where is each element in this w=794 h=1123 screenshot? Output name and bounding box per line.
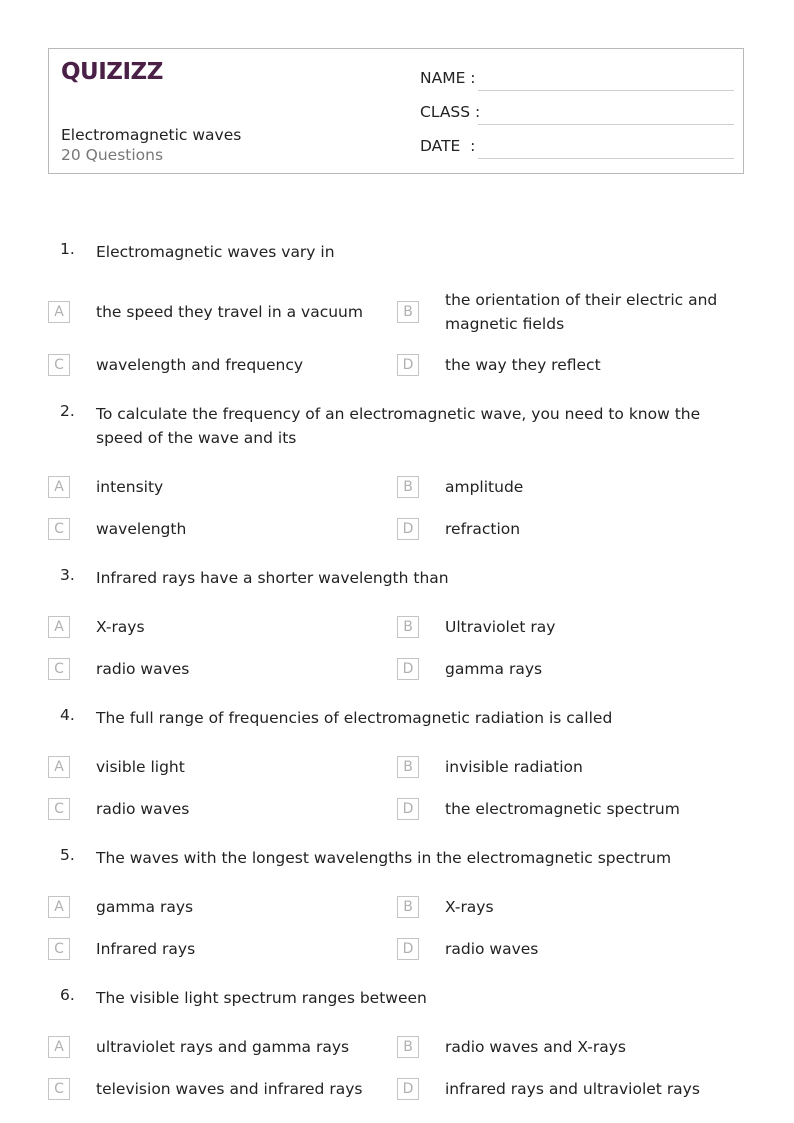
question-text: The full range of frequencies of electromagnetic radiation is called bbox=[96, 709, 613, 727]
option-text-b: Ultraviolet ray bbox=[445, 618, 556, 636]
option-text-d: gamma rays bbox=[445, 660, 543, 678]
option-box-c[interactable]: C bbox=[48, 354, 70, 376]
question-number: 1. bbox=[60, 240, 75, 258]
option-box-d[interactable]: D bbox=[397, 798, 419, 820]
question-number: 3. bbox=[60, 566, 75, 584]
option-box-b[interactable]: B bbox=[397, 476, 419, 498]
option-text-a: X-rays bbox=[96, 618, 145, 636]
option-box-c[interactable]: C bbox=[48, 798, 70, 820]
worksheet-title: Electromagnetic waves bbox=[61, 126, 242, 144]
option-text-c: radio waves bbox=[96, 660, 190, 678]
option-text-a: intensity bbox=[96, 478, 164, 496]
question-number: 6. bbox=[60, 986, 75, 1004]
option-text-a: visible light bbox=[96, 758, 185, 776]
option-box-c[interactable]: C bbox=[48, 658, 70, 680]
option-text-d: the electromagnetic spectrum bbox=[445, 800, 680, 818]
question-number: 5. bbox=[60, 846, 75, 864]
option-box-c[interactable]: C bbox=[48, 938, 70, 960]
option-box-c[interactable]: C bbox=[48, 1078, 70, 1100]
question-number: 2. bbox=[60, 402, 75, 420]
option-box-a[interactable]: A bbox=[48, 896, 70, 918]
question-text: The visible light spectrum ranges between bbox=[96, 989, 427, 1007]
option-text-b: radio waves and X-rays bbox=[445, 1038, 626, 1056]
question-number: 4. bbox=[60, 706, 75, 724]
option-text-b: invisible radiation bbox=[445, 758, 583, 776]
question-text: Infrared rays have a shorter wavelength than bbox=[96, 569, 449, 587]
option-text-c: radio waves bbox=[96, 800, 190, 818]
option-text-c: television waves and infrared rays bbox=[96, 1080, 363, 1098]
option-text-c: wavelength and frequency bbox=[96, 356, 304, 374]
question-text: To calculate the frequency of an electromagnetic wave, you need to know the speed of the wave and its bbox=[96, 405, 701, 447]
option-text-d: radio waves bbox=[445, 940, 539, 958]
option-box-a[interactable]: A bbox=[48, 301, 70, 323]
date-field bbox=[420, 135, 734, 159]
option-text-b: amplitude bbox=[445, 478, 524, 496]
class-label: CLASS : bbox=[420, 103, 481, 121]
option-text-a: gamma rays bbox=[96, 898, 194, 916]
class-field bbox=[420, 101, 734, 125]
option-box-b[interactable]: B bbox=[397, 616, 419, 638]
option-text-d: infrared rays and ultraviolet rays bbox=[445, 1080, 700, 1098]
class-line[interactable] bbox=[478, 124, 734, 125]
quizizz-logo: QUIZIZZ bbox=[61, 59, 163, 85]
option-box-b[interactable]: B bbox=[397, 896, 419, 918]
option-box-c[interactable]: C bbox=[48, 518, 70, 540]
option-text-b: the orientation of their electric and magnetic fields bbox=[445, 291, 718, 333]
name-field bbox=[420, 67, 734, 91]
option-text-b: X-rays bbox=[445, 898, 494, 916]
question-count: 20 Questions bbox=[61, 146, 164, 164]
option-text-d: the way they reflect bbox=[445, 356, 601, 374]
option-box-d[interactable]: D bbox=[397, 518, 419, 540]
option-box-b[interactable]: B bbox=[397, 301, 419, 323]
option-box-a[interactable]: A bbox=[48, 476, 70, 498]
question-text: The waves with the longest wavelengths in the electromagnetic spectrum bbox=[96, 849, 672, 867]
option-box-d[interactable]: D bbox=[397, 354, 419, 376]
option-box-a[interactable]: A bbox=[48, 756, 70, 778]
option-text-d: refraction bbox=[445, 520, 521, 538]
name-line[interactable] bbox=[478, 90, 734, 91]
option-text-c: wavelength bbox=[96, 520, 187, 538]
option-text-c: Infrared rays bbox=[96, 940, 196, 958]
date-line[interactable] bbox=[478, 158, 734, 159]
option-box-d[interactable]: D bbox=[397, 658, 419, 680]
option-box-a[interactable]: A bbox=[48, 1036, 70, 1058]
option-box-a[interactable]: A bbox=[48, 616, 70, 638]
option-box-d[interactable]: D bbox=[397, 1078, 419, 1100]
question-text: Electromagnetic waves vary in bbox=[96, 243, 335, 261]
name-label: NAME : bbox=[420, 69, 476, 87]
option-text-a: ultraviolet rays and gamma rays bbox=[96, 1038, 350, 1056]
option-text-a: the speed they travel in a vacuum bbox=[96, 303, 363, 321]
option-box-b[interactable]: B bbox=[397, 1036, 419, 1058]
option-box-b[interactable]: B bbox=[397, 756, 419, 778]
worksheet-header bbox=[48, 48, 744, 174]
option-box-d[interactable]: D bbox=[397, 938, 419, 960]
date-label: DATE : bbox=[420, 137, 476, 155]
